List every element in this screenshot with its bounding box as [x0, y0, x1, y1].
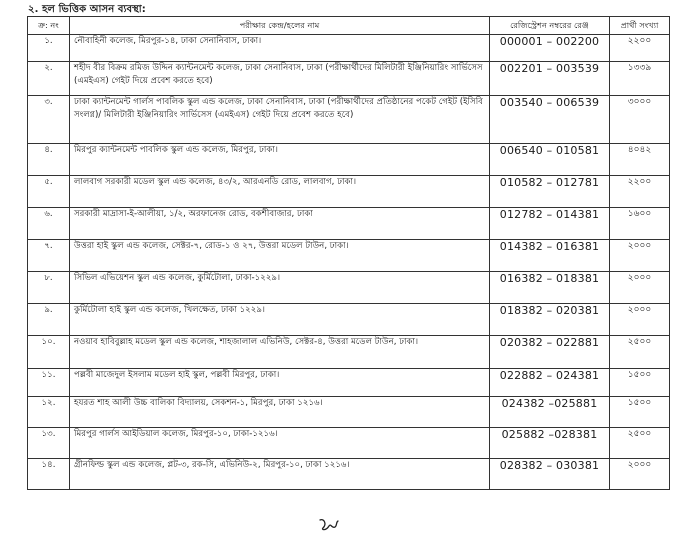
row-range: 018382 – 020381	[490, 304, 610, 336]
table-row	[28, 336, 670, 369]
row-center: মিরপুর ক্যান্টনমেন্ট পাবলিক স্কুল এন্ড কলেজ, মিরপুর, ঢাকা।	[70, 144, 490, 176]
row-serial: ১৩.	[28, 428, 70, 459]
row-center: মিরপুর গার্লস আইডিয়াল কলেজ, মিরপুর-১০, ঢাকা-১২১৬।	[70, 428, 490, 459]
header-serial: ক্র: নং	[28, 17, 70, 35]
row-serial: ৮.	[28, 272, 70, 304]
row-center: নৌবাহিনী কলেজ, মিরপুর-১৪, ঢাকা সেনানিবাস, ঢাকা।	[70, 35, 490, 62]
row-center: কুর্মিটোলা হাই স্কুল এন্ড কলেজ, খিলক্ষেত, ঢাকা ১২২৯।	[70, 304, 490, 336]
row-count: ১৫০০	[610, 369, 670, 397]
row-center: ঢাকা ক্যান্টনমেন্ট গার্লস পাবলিক স্কুল এন্ড কলেজ, ঢাকা সেনানিবাস, ঢাকা (পরীক্ষার্থীদের প্রতিষ্ঠানের পকেট গেইট (ইসিবি সংলগ্ন)/ মিলিটারী ইঞ্জিনিয়ারিং সার্ভিসেস (এমইএস) গেইট দিয়ে প্রবেশ করতে হবে)	[70, 96, 490, 144]
row-serial: ৬.	[28, 208, 70, 240]
header-range: রেজিস্ট্রেশন নম্বরের রেঞ্জ	[490, 17, 610, 35]
row-serial: ১১.	[28, 369, 70, 397]
row-serial: ১০.	[28, 336, 70, 369]
row-range: 010582 – 012781	[490, 176, 610, 208]
table-row	[28, 35, 670, 62]
initials-signature	[318, 516, 340, 534]
row-count: ১৩৩৯	[610, 62, 670, 96]
seat-plan-table	[27, 16, 670, 490]
table-row	[28, 369, 670, 397]
row-serial: ৫.	[28, 176, 70, 208]
row-range: 006540 – 010581	[490, 144, 610, 176]
row-center: উত্তরা হাই স্কুল এন্ড কলেজ, সেক্টর-৭, রোড-১ ও ২৭, উত্তরা মডেল টাউন, ঢাকা।	[70, 240, 490, 272]
table-row	[28, 176, 670, 208]
section-heading: ২. হল ভিত্তিক আসন ব্যবস্থা:	[28, 4, 146, 15]
row-center: সিভিল এভিয়েশন স্কুল এন্ড কলেজ, কুর্মিটোলা, ঢাকা-১২২৯।	[70, 272, 490, 304]
row-count: ২৫০০	[610, 428, 670, 459]
row-count: ৪০৪২	[610, 144, 670, 176]
table-header-row	[28, 17, 670, 35]
row-center: পল্লবী মাজেদুল ইসলাম মডেল হাই স্কুল, পল্লবী মিরপুর, ঢাকা।	[70, 369, 490, 397]
row-count: ২৫০০	[610, 336, 670, 369]
row-range: 016382 – 018381	[490, 272, 610, 304]
row-count: ২০০০	[610, 272, 670, 304]
row-range: 014382 – 016381	[490, 240, 610, 272]
row-count: ২০০০	[610, 459, 670, 490]
row-range: 002201 – 003539	[490, 62, 610, 96]
row-range: 020382 – 022881	[490, 336, 610, 369]
table-row	[28, 240, 670, 272]
row-count: ২২০০	[610, 35, 670, 62]
row-center: হযরত শাহ আলী উচ্চ বালিকা বিদ্যালয়, সেকশন-১, মিরপুর, ঢাকা ১২১৬।	[70, 397, 490, 428]
row-count: ১৫০০	[610, 397, 670, 428]
row-center: গ্রীনফিল্ড স্কুল এন্ড কলেজ, প্লট-৩, রক-সি, এভিনিউ-২, মিরপুর-১০, ঢাকা ১২১৬।	[70, 459, 490, 490]
row-serial: ১২.	[28, 397, 70, 428]
row-count: ২২০০	[610, 176, 670, 208]
row-range: 028382 – 030381	[490, 459, 610, 490]
row-serial: ৪.	[28, 144, 70, 176]
row-range: 003540 – 006539	[490, 96, 610, 144]
row-range: 024382 –025881	[490, 397, 610, 428]
row-range: 025882 –028381	[490, 428, 610, 459]
table-row	[28, 208, 670, 240]
row-serial: ১.	[28, 35, 70, 62]
row-count: ১৬০০	[610, 208, 670, 240]
table-row	[28, 459, 670, 490]
row-serial: ২.	[28, 62, 70, 96]
table-row	[28, 304, 670, 336]
row-range: 012782 – 014381	[490, 208, 610, 240]
row-center: শহীদ বীর বিক্রম রমিজ উদ্দিন ক্যান্টনমেন্ট কলেজ, ঢাকা সেনানিবাস, ঢাকা (পরীক্ষার্থীদের মিলিটারী ইঞ্জিনিয়ারিং সার্ভিসেস (এমইএস) গেইট দিয়ে প্রবেশ করতে হবে)	[70, 62, 490, 96]
row-serial: ১৪.	[28, 459, 70, 490]
table-row	[28, 96, 670, 144]
table-row	[28, 397, 670, 428]
table-row	[28, 428, 670, 459]
row-center: সরকারী মাদ্রাসা-ই-আলীয়া, ১/২, অরফানেজ রোড, বকশীবাজার, ঢাকা	[70, 208, 490, 240]
row-center: নওয়াব হাবিবুল্লাহ মডেল স্কুল এন্ড কলেজ, শাহজালাল এভিনিউ, সেক্টর-৪, উত্তরা মডেল টাউন, ঢাকা।	[70, 336, 490, 369]
row-serial: ৭.	[28, 240, 70, 272]
row-range: 022882 – 024381	[490, 369, 610, 397]
row-serial: ৩.	[28, 96, 70, 144]
table-row	[28, 272, 670, 304]
row-count: ৩০০০	[610, 96, 670, 144]
row-count: ২০০০	[610, 240, 670, 272]
table-row	[28, 144, 670, 176]
header-count: প্রার্থী সংখ্যা	[610, 17, 670, 35]
header-center: পরীক্ষার কেন্দ্র/হলের নাম	[70, 17, 490, 35]
table-row	[28, 62, 670, 96]
row-range: 000001 – 002200	[490, 35, 610, 62]
row-center: লালবাগ সরকারী মডেল স্কুল এন্ড কলেজ, ৪৩/২, আরএনডি রোড, লালবাগ, ঢাকা।	[70, 176, 490, 208]
row-serial: ৯.	[28, 304, 70, 336]
row-count: ২০০০	[610, 304, 670, 336]
